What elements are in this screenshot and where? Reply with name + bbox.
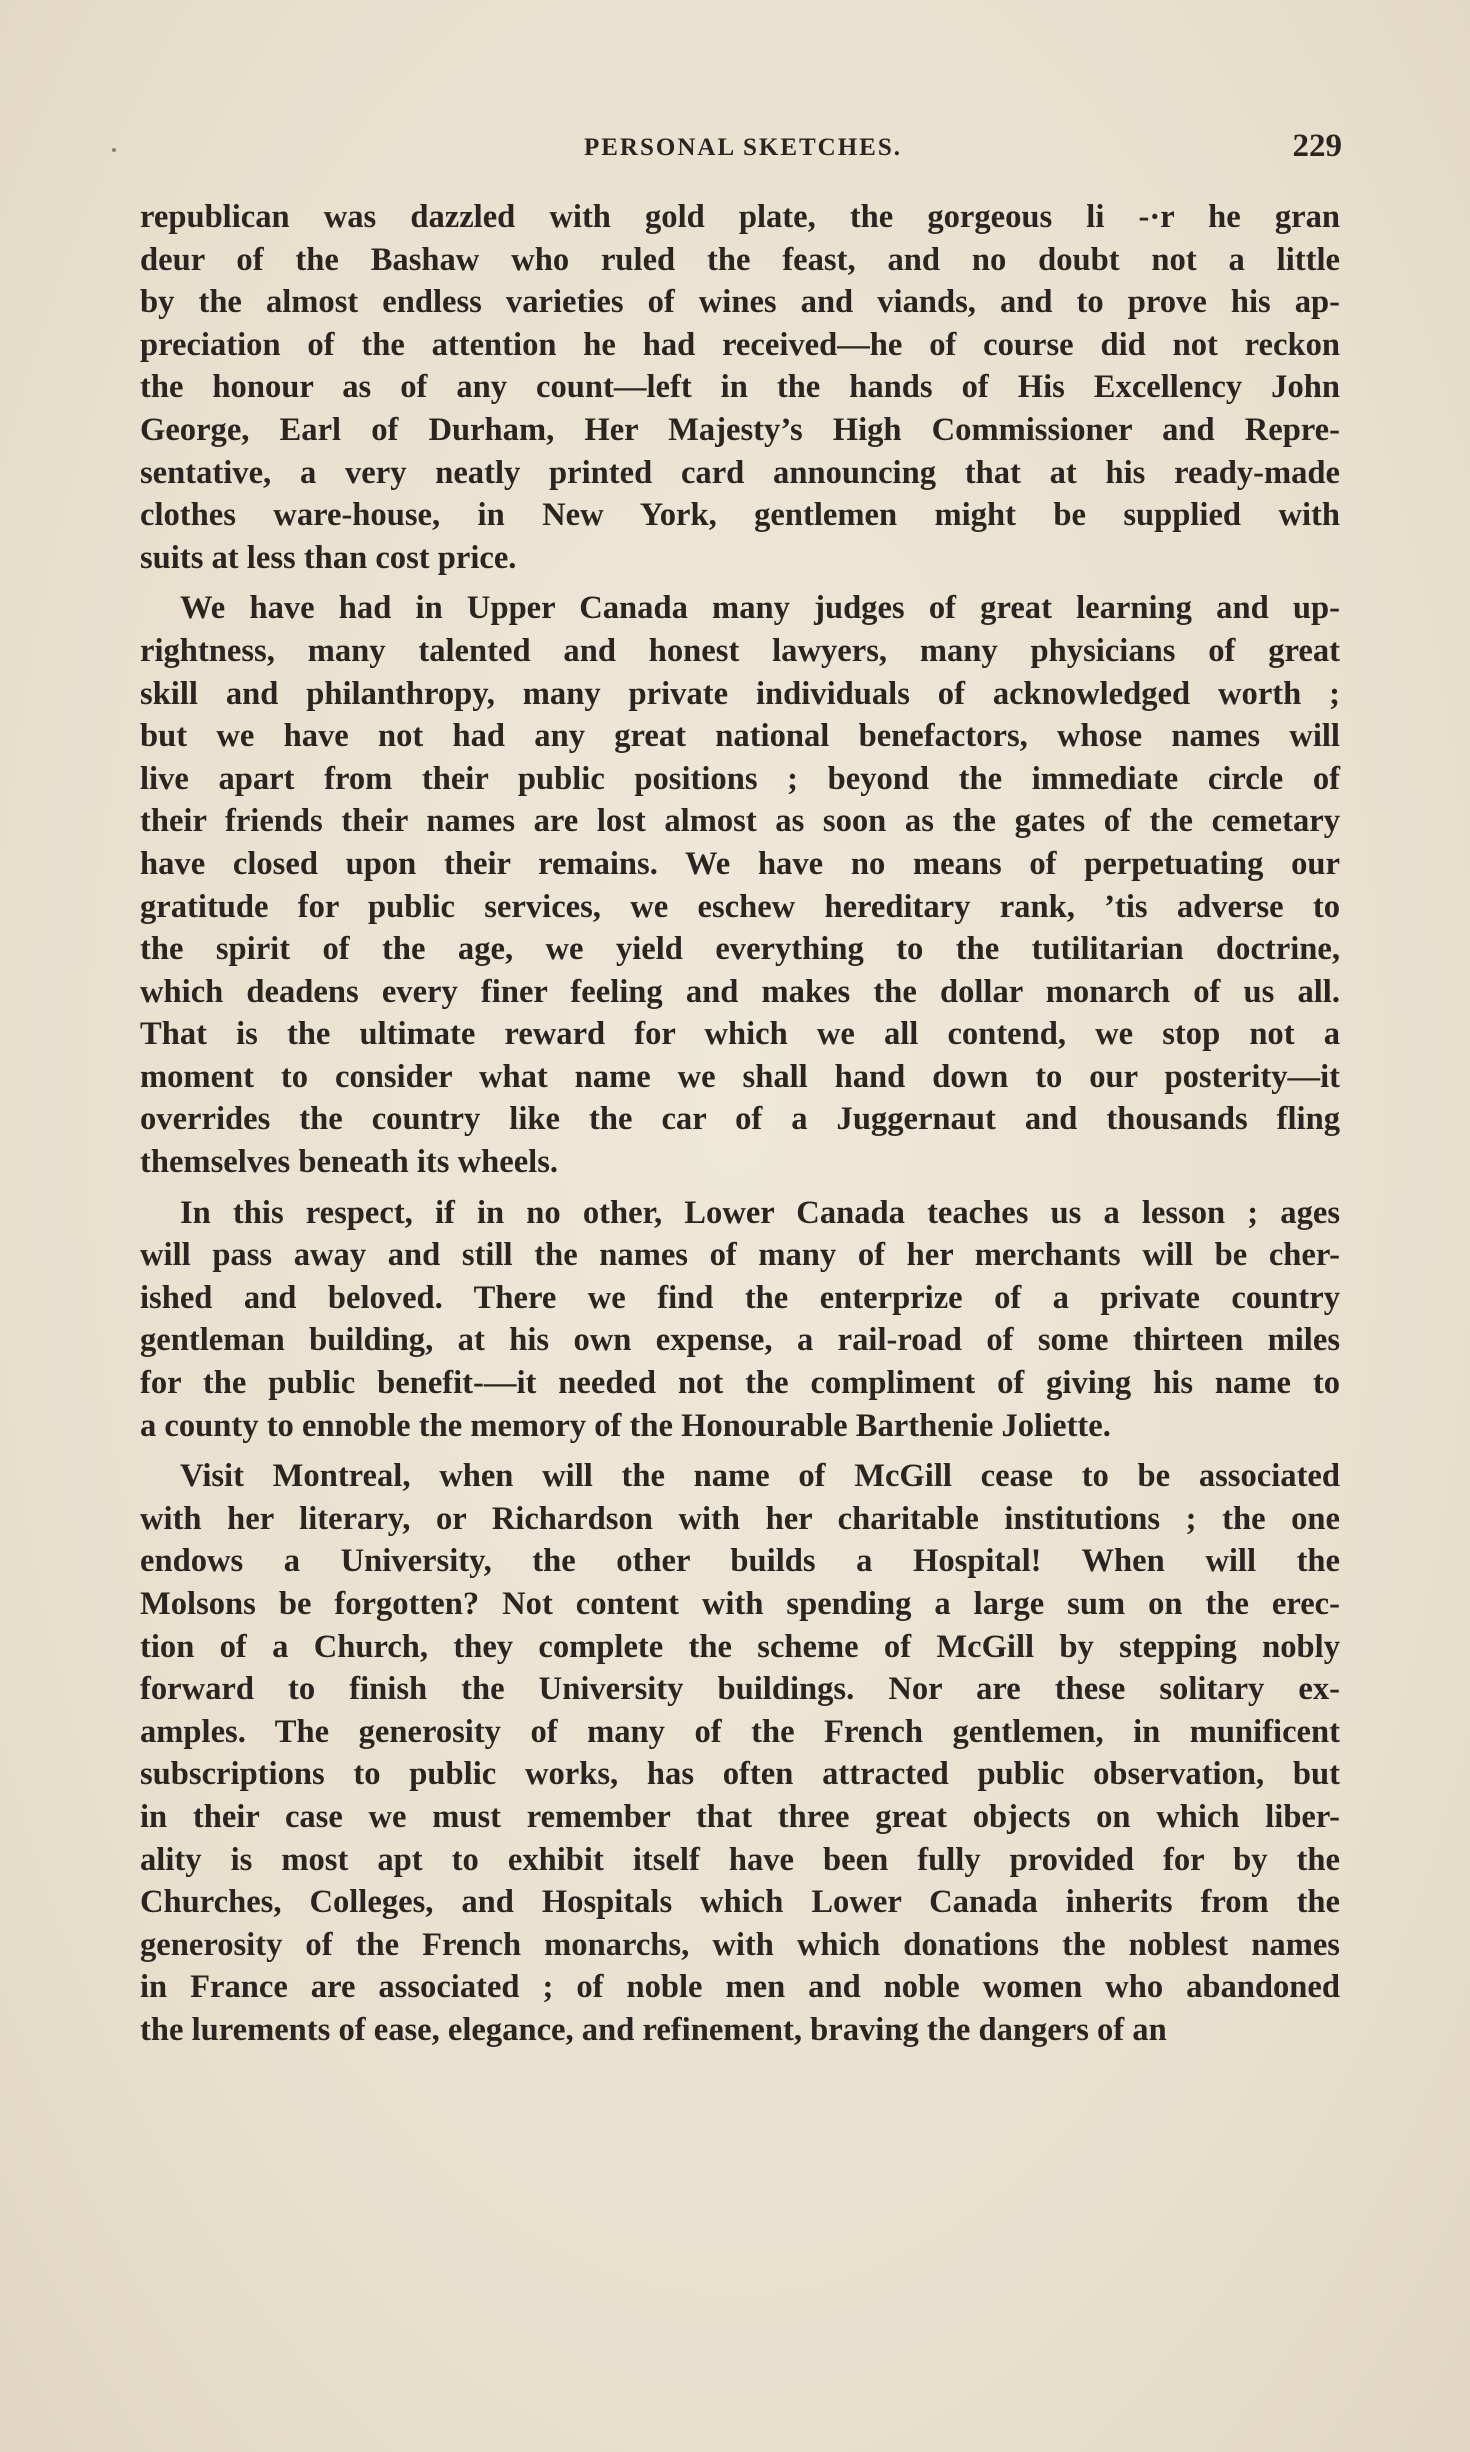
text-line: will pass away and still the names of many of her merchants will be cher- <box>140 1237 1340 1274</box>
text-line: the lurements of ease, elegance, and refinement, braving the dangers of an <box>140 2011 1167 2048</box>
text-line: We have had in Upper Canada many judges of great learning and up- <box>180 590 1340 627</box>
paragraph <box>140 1192 1340 1448</box>
text-line: but we have not had any great national benefactors, whose names will <box>140 718 1340 755</box>
text-line: a county to ennoble the memory of the Honourable Barthenie Joliette. <box>140 1407 1111 1444</box>
text-line: George, Earl of Durham, Her Majesty’s High Commissioner and Repre- <box>140 411 1340 448</box>
text-line: preciation of the attention he had received—he of course did not reckon <box>140 326 1340 363</box>
paragraph <box>140 587 1340 1183</box>
text-line: sentative, a very neatly printed card announcing that at his ready-made <box>140 454 1340 491</box>
text-line: endows a University, the other builds a Hospital! When will the <box>140 1543 1340 1580</box>
text-line: Churches, Colleges, and Hospitals which Lower Canada inherits from the <box>140 1884 1340 1921</box>
text-line: the spirit of the age, we yield everything to the tutilitarian doctrine, <box>140 931 1340 968</box>
text-line: That is the ultimate reward for which we all contend, we stop not a <box>140 1016 1340 1053</box>
text-line: by the almost endless varieties of wines and viands, and to prove his ap- <box>140 284 1340 321</box>
text-line: gratitude for public services, we eschew hereditary rank, ’tis adverse to <box>140 888 1340 925</box>
text-line: suits at less than cost price. <box>140 539 517 576</box>
text-line: In this respect, if in no other, Lower Canada teaches us a lesson ; ages <box>180 1194 1340 1231</box>
paragraph <box>140 196 1340 579</box>
text-line: the honour as of any count—left in the hands of His Excellency John <box>140 369 1340 406</box>
text-line: their friends their names are lost almost as soon as the gates of the cemetary <box>140 803 1340 840</box>
text-line: gentleman building, at his own expense, a rail-road of some thirteen miles <box>140 1322 1340 1359</box>
text-line: tion of a Church, they complete the scheme of McGill by stepping nobly <box>140 1628 1340 1665</box>
text-line: have closed upon their remains. We have no means of perpetuating our <box>140 845 1340 882</box>
text-line: live apart from their public positions ; beyond the immediate circle of <box>140 760 1340 797</box>
body-text <box>140 196 1340 2060</box>
text-line: ality is most apt to exhibit itself have been fully provided for by the <box>140 1841 1340 1878</box>
text-line: generosity of the French monarchs, with which donations the noblest names <box>140 1926 1340 1963</box>
text-line: moment to consider what name we shall hand down to our posterity—it <box>140 1058 1340 1095</box>
text-line: ished and beloved. There we find the enterprize of a private country <box>140 1279 1340 1316</box>
page-number: 229 <box>1292 128 1342 164</box>
text-line: Molsons be forgotten? Not content with spending a large sum on the erec- <box>140 1586 1340 1622</box>
text-line: for the public benefit-—it needed not the compliment of giving his name to <box>140 1365 1340 1402</box>
text-line: Visit Montreal, when will the name of McGill cease to be associated <box>180 1458 1340 1495</box>
text-line: which deadens every finer feeling and makes the dollar monarch of us all. <box>140 973 1340 1010</box>
paragraph <box>140 1455 1340 2051</box>
text-line: rightness, many talented and honest lawyers, many physicians of great <box>140 632 1340 669</box>
text-line: skill and philanthropy, many private individuals of acknowledged worth ; <box>140 675 1340 712</box>
text-line: amples. The generosity of many of the French gentlemen, in munificent <box>140 1713 1340 1750</box>
text-line: republican was dazzled with gold plate, the gorgeous li -·r he gran <box>140 199 1340 235</box>
text-line: in their case we must remember that three great objects on which liber- <box>140 1798 1340 1835</box>
text-line: themselves beneath its wheels. <box>140 1144 559 1181</box>
page-header <box>138 128 1348 178</box>
text-line: clothes ware-house, in New York, gentlemen might be supplied with <box>140 497 1340 534</box>
running-head: PERSONAL SKETCHES. <box>583 134 903 161</box>
text-line: forward to finish the University buildings. Nor are these solitary ex- <box>140 1671 1340 1708</box>
text-line: overrides the country like the car of a Juggernaut and thousands fling <box>140 1101 1340 1138</box>
text-line: deur of the Bashaw who ruled the feast, and no doubt not a little <box>140 241 1340 278</box>
text-line: with her literary, or Richardson with her charitable institutions ; the one <box>140 1500 1340 1537</box>
ink-speck <box>112 148 116 152</box>
text-line: subscriptions to public works, has often attracted public observation, but <box>140 1756 1340 1793</box>
text-line: in France are associated ; of noble men and noble women who abandoned <box>140 1969 1340 2006</box>
